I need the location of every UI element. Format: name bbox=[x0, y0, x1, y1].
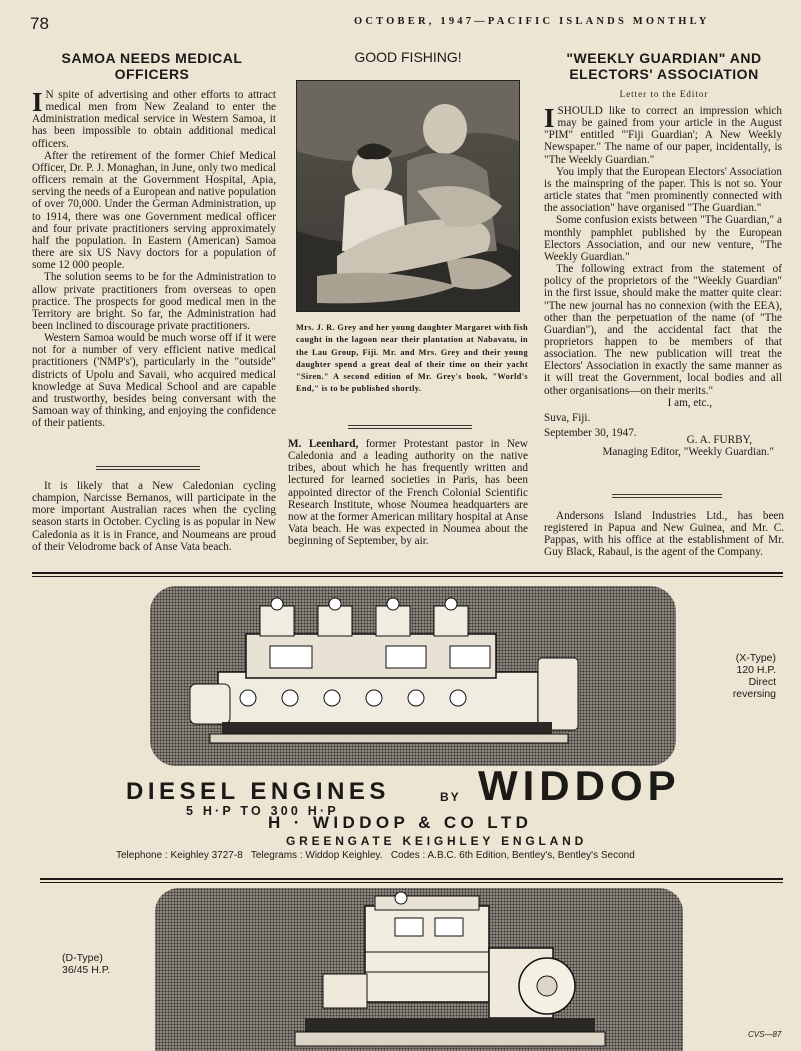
col1-divider-2 bbox=[96, 469, 200, 470]
running-head: OCTOBER, 1947—PACIFIC ISLANDS MONTHLY bbox=[354, 16, 710, 27]
ad-diesel-engines: DIESEL ENGINES bbox=[126, 778, 390, 805]
d-type-engine-illustration bbox=[155, 888, 683, 1051]
leenhard-article bbox=[288, 438, 528, 547]
ad-codes: Codes : A.B.C. 6th Edition, Bentley's, Bentley's Second bbox=[390, 850, 635, 861]
samoa-dropcap: I bbox=[32, 87, 43, 117]
fishing-caption: Mrs. J. R. Grey and her young daughter Margaret with fish caught in the lagoon near their plantation at Nabavatu, in the Lau Group, Fiji. Mr. and Mrs. Grey and their young daughter spend a great deal of their time on their yacht "Siren." A second edition of Mr. Grey's book, "World's End," is to be published shortly. bbox=[296, 323, 528, 394]
leenhard-text: former Protestant pastor in New Caledonia and a leading authority on the native tribes, about which he has frequently written and lectured for learned societies in Paris, has been appointed director of the French Colonial Scientific Research Institute, whose Noumea headquarters are now at the former American military hospital at Anse Vata beach. He was expected in Noumea about the beginning of September, by air. bbox=[288, 438, 528, 548]
d-type-line2: 36/45 H.P. bbox=[62, 964, 111, 976]
fishing-photo bbox=[296, 80, 520, 312]
samoa-article bbox=[32, 89, 276, 429]
samoa-paragraph-1-text: N spite of advertising and other efforts to attract medical men from New Zealand to enter the Administration medical service in Western Samoa, it has been impossible to obtain additional medical officers. bbox=[32, 89, 276, 150]
andersons-paragraph: Andersons Island Industries Ltd., has been registered in Papua and New Guinea, and Mr. C. Pappas, with his office at the establishment of Mr. Guy Black, Rabaul, is the agent of the Company. bbox=[544, 510, 784, 559]
col2-divider bbox=[348, 425, 472, 426]
leenhard-paragraph bbox=[288, 438, 528, 547]
col3-divider bbox=[612, 494, 722, 495]
fishing-headline: GOOD FISHING! bbox=[354, 49, 462, 65]
x-type-line4: reversing bbox=[732, 688, 776, 700]
d-type-line1: (D-Type) bbox=[62, 952, 103, 964]
col3-divider-2 bbox=[612, 497, 722, 498]
leenhard-name: M. Leenhard, bbox=[288, 438, 359, 450]
guardian-headline-line1: "WEEKLY GUARDIAN" AND bbox=[566, 50, 762, 66]
samoa-headline-line1: SAMOA NEEDS MEDICAL bbox=[61, 50, 243, 66]
x-type-engine-panel bbox=[150, 586, 676, 766]
cycling-paragraph: It is likely that a New Caledonian cycling champion, Narcisse Bernanos, will participate in the more important Australian races when the cycling season starts in October. Cycling is as popular in New Caledonia as it is in France, and Noumeans are proud of their Velodrome back of Anse Vata beach. bbox=[32, 480, 276, 553]
letter-closing: I am, etc., bbox=[667, 396, 712, 409]
guardian-paragraph-4: The following extract from the statement of policy of the proprietors of the "Weekly Guardian" in the first issue, should make the matter quite clear: "The new journal has no connexion (with the EEA), other than the perpetuation of the name (of "The Guardian"), and the accidental fact that the proprietors happen to be members of that association. The new publication will treat the Electors' Association in exactly the same manner as it will treat the Government, local bodies and all other organisations—on their merits." bbox=[544, 263, 782, 397]
letter-place: Suva, Fiji. bbox=[544, 411, 591, 424]
guardian-headline bbox=[544, 50, 784, 82]
ad-reference: CVS—87 bbox=[748, 1030, 782, 1039]
guardian-paragraph-1 bbox=[544, 105, 782, 166]
samoa-paragraph-1 bbox=[32, 89, 276, 150]
andersons-article bbox=[544, 510, 784, 559]
cycling-article bbox=[32, 480, 276, 553]
ad-contacts bbox=[116, 850, 635, 861]
guardian-paragraph-1-text: SHOULD like to correct an impression which may be gained from your article in the August "PIM" entitled "'Fiji Guardian'; A New Weekly Newspaper." The name of our paper, incidentally, is "The Weekly Guardian." bbox=[544, 105, 782, 166]
guardian-letter bbox=[544, 105, 782, 459]
ad-by: BY bbox=[440, 790, 461, 804]
fishing-photo-image bbox=[297, 81, 519, 311]
samoa-paragraph-2: After the retirement of the former Chief Medical Officer, Dr. P. J. Monaghan, in June, only two medical officers remain at the Government Hospital, Apia, serving the needs of a European and native population of over 70,000. Under the German Administration, up to 1914, there was one Government medical officer and four private practitioners serving approximately half the population. In Eastern (American) Samoa there are six US Navy doctors for a population of some 12 000 people. bbox=[32, 149, 276, 272]
x-type-line2: 120 H.P. bbox=[736, 664, 776, 676]
letter-sig-title: Managing Editor, "Weekly Guardian." bbox=[602, 446, 774, 459]
ad-middle-border bbox=[40, 878, 783, 883]
letter-signature: G. A. FURBY, bbox=[686, 434, 752, 447]
samoa-headline-line2: OFFICERS bbox=[114, 66, 190, 82]
ad-power-range: 5 H·P TO 300 H·P bbox=[186, 804, 339, 818]
samoa-headline bbox=[30, 50, 274, 82]
guardian-paragraph-3: Some confusion exists between "The Guardian," a monthly pamphlet published by the European Electors Association, and our new venture, "The Weekly Guardian." bbox=[544, 214, 782, 263]
samoa-paragraph-4: Western Samoa would be much worse off if it were not for a number of very efficient native medical practitioners ('NMP's'), particularly in the "outside" districts of Upolu and Savaii, who acquired medical knowledge at Suva Medical School and are capable and trustworthy, besides being conversant with the Samoan way of thinking, and enjoying the confidence of their patients. bbox=[32, 332, 276, 430]
samoa-paragraph-3: The solution seems to be for the Administration to allow private practitioners from overseas to open practice. The prospects for good medical men in the Territory are bright. So far, the Administration had been inclined to discourage private practitioners. bbox=[32, 271, 276, 332]
x-type-label bbox=[692, 652, 776, 700]
x-type-engine-illustration bbox=[150, 586, 676, 766]
ad-top-border bbox=[32, 572, 783, 577]
guardian-paragraph-2: You imply that the European Electors' Association is the mainspring of the paper. This is not so. Your article states that "men prominently connected with the association" have organised "The Guardian." bbox=[544, 165, 782, 215]
d-type-engine-panel bbox=[155, 888, 683, 1051]
letter-subhead: Letter to the Editor bbox=[619, 89, 709, 99]
ad-company-name: H · WIDDOP & CO LTD bbox=[268, 813, 533, 832]
col2-divider-2 bbox=[348, 428, 472, 429]
letter-date: September 30, 1947. bbox=[544, 427, 637, 440]
guardian-headline-line2: ELECTORS' ASSOCIATION bbox=[569, 66, 759, 82]
page-number: 78 bbox=[30, 14, 49, 33]
ad-widdop-logo: WIDDOP bbox=[478, 762, 681, 809]
x-type-line3: Direct bbox=[748, 676, 776, 688]
ad-address: GREENGATE KEIGHLEY ENGLAND bbox=[286, 834, 588, 848]
guardian-dropcap: I bbox=[544, 103, 555, 133]
ad-telegrams: Telegrams : Widdop Keighley. bbox=[250, 850, 383, 861]
d-type-label bbox=[62, 952, 110, 976]
col1-divider bbox=[96, 466, 200, 467]
x-type-line1: (X-Type) bbox=[735, 652, 776, 664]
ad-telephone: Telephone : Keighley 3727-8 bbox=[116, 850, 243, 861]
